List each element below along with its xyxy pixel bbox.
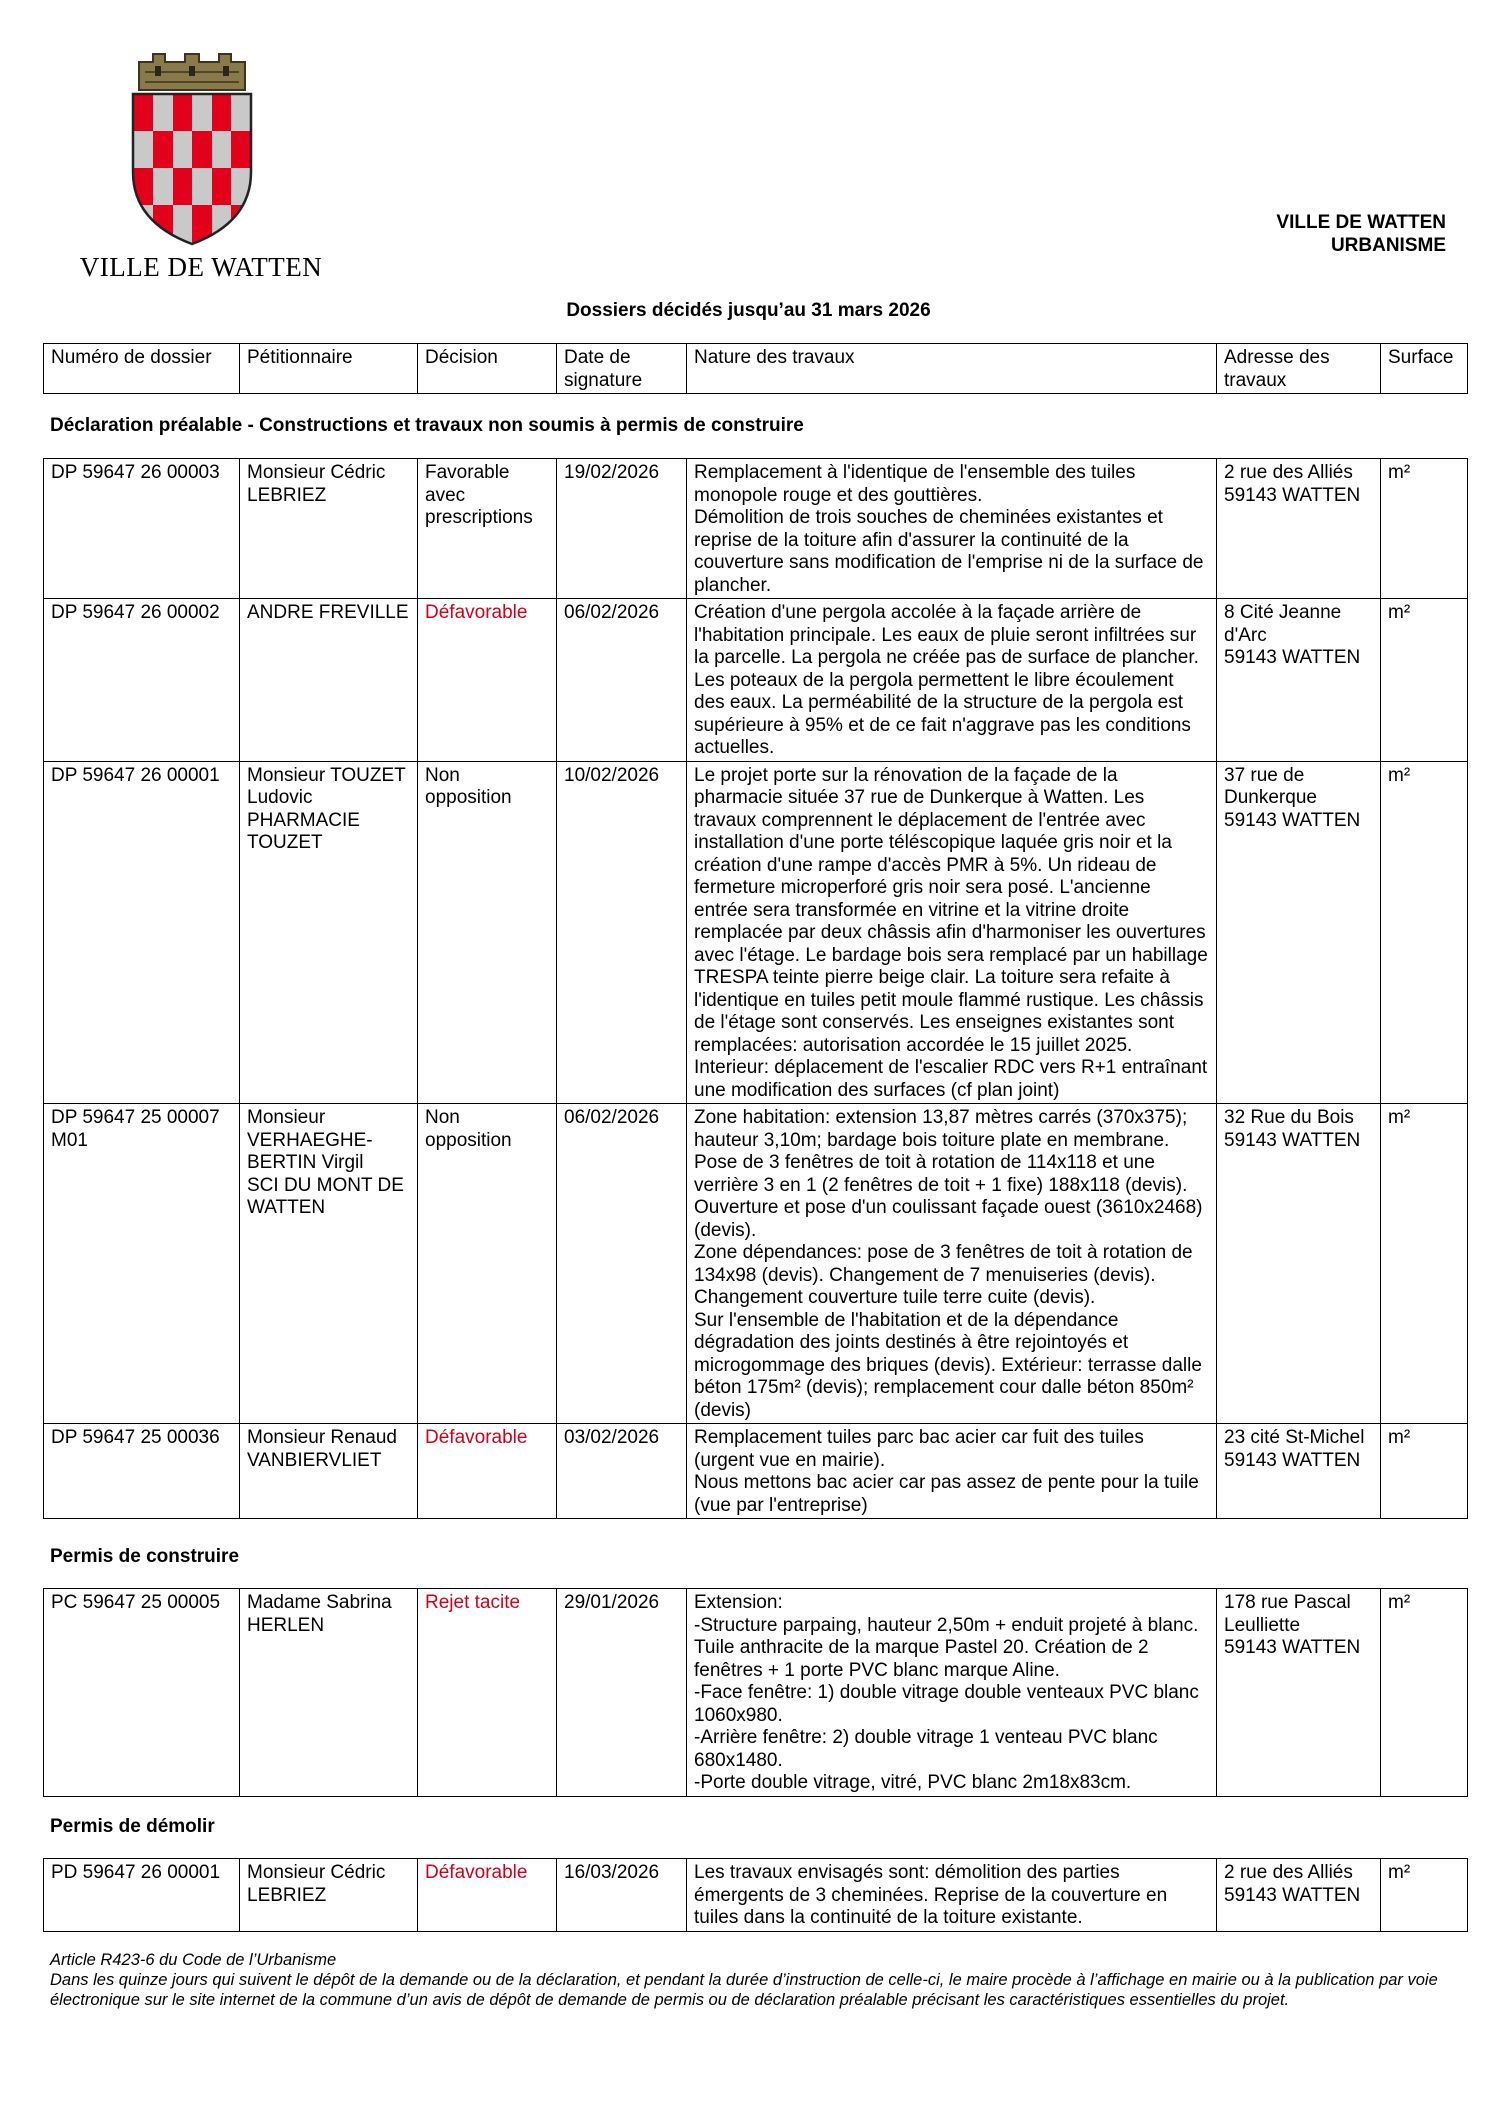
cell-numero: PC 59647 25 00005 — [44, 1589, 240, 1797]
logo-caption: VILLE DE WATTEN — [79, 252, 323, 282]
cell-surface: m² — [1381, 599, 1468, 762]
legal-footer — [50, 1950, 1450, 2010]
cell-decision: Défavorable — [418, 599, 557, 762]
cell-date: 03/02/2026 — [557, 1424, 687, 1519]
section-title-dp: Déclaration préalable - Constructions et travaux non soumis à permis de construire — [50, 415, 804, 436]
cell-decision: Défavorable — [418, 1859, 557, 1932]
cell-date: 29/01/2026 — [557, 1589, 687, 1797]
section-table-pd — [43, 1858, 1468, 1932]
cell-date: 16/03/2026 — [557, 1859, 687, 1932]
cell-decision: Défavorable — [418, 1424, 557, 1519]
cell-decision: Favorable avec prescriptions — [418, 459, 557, 599]
cell-adresse: 23 cité St-Michel 59143 WATTEN — [1217, 1424, 1381, 1519]
table-row — [44, 1424, 1468, 1519]
table-row — [44, 761, 1468, 1104]
cell-numero: DP 59647 26 00003 — [44, 459, 240, 599]
cell-numero: DP 59647 26 00001 — [44, 761, 240, 1104]
org-name: VILLE DE WATTEN — [1276, 212, 1446, 233]
col-header-decision: Décision — [418, 344, 557, 394]
col-header-nature: Nature des travaux — [687, 344, 1217, 394]
cell-numero: DP 59647 25 00007 M01 — [44, 1104, 240, 1424]
cell-nature: Remplacement à l'identique de l'ensemble des tuiles monopole rouge et des gouttières. Démolition de trois souches de cheminées existantes et reprise de la toiture afin d'assurer la continuité de la couverture sans modification de l'emprise ni de la surface de plancher. — [687, 459, 1217, 599]
cell-nature: Zone habitation: extension 13,87 mètres carrés (370x375); hauteur 3,10m; bardage bois toiture plate en membrane. Pose de 3 fenêtres de toit à rotation de 114x118 et une verrière 3 en 1 (2 fenêtres de toit + 1 fixe) 188x118 (devis). Ouverture et pose d'un coulissant façade ouest (3610x2468) (devis). Zone dépendances: pose de 3 fenêtres de toit à rotation de 134x98 (devis). Changement de 7 menuiseries (devis). Changement couverture tuile terre cuite (devis). Sur l'ensemble de l'habitation et de la dépendance dégradation des joints destinés à être rejointoyés et microgommage des briques (devis). Extérieur: terrasse dalle béton 175m² (devis); remplacement cour dalle béton 850m² (devis) — [687, 1104, 1217, 1424]
section-title-pd: Permis de démolir — [50, 1816, 215, 1837]
header-row — [44, 344, 1468, 394]
cell-numero: DP 59647 25 00036 — [44, 1424, 240, 1519]
cell-date: 06/02/2026 — [557, 1104, 687, 1424]
cell-surface: m² — [1381, 761, 1468, 1104]
column-header-table — [43, 343, 1468, 394]
cell-petitionnaire: Madame Sabrina HERLEN — [240, 1589, 418, 1797]
table-row — [44, 1104, 1468, 1424]
header-block — [1276, 211, 1446, 257]
cell-nature: Le projet porte sur la rénovation de la façade de la pharmacie située 37 rue de Dunkerque à Watten. Les travaux comprennent le déplacement de l'entrée avec installation d'une porte téléscopique laquée gris noir et la création d'une rampe d'accès PMR à 5%. Un rideau de fermeture microperforé gris noir sera posé. L'ancienne entrée sera transformée en vitrine et la vitrine droite remplacée par deux châssis afin d'harmoniser les ouvertures avec l'étage. Le bardage bois sera remplacé par un habillage TRESPA teinte pierre beige clair. La toiture sera refaite à l'identique en tuiles petit moule flammé rustique. Les châssis de l'étage sont conservés. Les enseignes existantes sont remplacées: autorisation accordée le 15 juillet 2025. Interieur: déplacement de l'escalier RDC vers R+1 entraînant une modification des surfaces (cf plan joint) — [687, 761, 1217, 1104]
cell-decision: Non opposition — [418, 761, 557, 1104]
cell-adresse: 32 Rue du Bois 59143 WATTEN — [1217, 1104, 1381, 1424]
col-header-petitionnaire: Pétitionnaire — [240, 344, 418, 394]
cell-surface: m² — [1381, 1104, 1468, 1424]
cell-decision: Non opposition — [418, 1104, 557, 1424]
col-header-surface: Surface — [1381, 344, 1468, 394]
cell-nature: Les travaux envisagés sont: démolition des parties émergents de 3 cheminées. Reprise de la couverture en tuiles dans la continuité de la toiture existante. — [687, 1859, 1217, 1932]
col-header-adresse: Adresse des travaux — [1217, 344, 1381, 394]
cell-petitionnaire: Monsieur Cédric LEBRIEZ — [240, 459, 418, 599]
cell-surface: m² — [1381, 1424, 1468, 1519]
cell-date: 19/02/2026 — [557, 459, 687, 599]
section-table-pc — [43, 1588, 1468, 1797]
footer-text: Dans les quinze jours qui suivent le dépôt de la demande ou de la déclaration, et pendant la durée d’instruction de celle-ci, le maire procède à l’affichage en mairie ou à la publication par voie électronique sur le site internet de la commune d’un avis de dépôt de demande de permis ou de déclaration préalable précisant les caractéristiques essentielles du projet. — [50, 1971, 1438, 2009]
cell-petitionnaire: Monsieur Renaud VANBIERVLIET — [240, 1424, 418, 1519]
cell-petitionnaire: ANDRE FREVILLE — [240, 599, 418, 762]
cell-nature: Remplacement tuiles parc bac acier car fuit des tuiles (urgent vue en mairie). Nous mettons bac acier car pas assez de pente pour la tuile (vue par l'entreprise) — [687, 1424, 1217, 1519]
cell-date: 10/02/2026 — [557, 761, 687, 1104]
cell-adresse: 2 rue des Alliés 59143 WATTEN — [1217, 459, 1381, 599]
document-title: Dossiers décidés jusqu’au 31 mars 2026 — [566, 300, 931, 321]
col-header-numero: Numéro de dossier — [44, 344, 240, 394]
footer-article: Article R423-6 du Code de l’Urbanisme — [50, 1951, 337, 1969]
table-row — [44, 599, 1468, 762]
section-title-pc: Permis de construire — [50, 1546, 240, 1567]
department-name: URBANISME — [1330, 235, 1446, 256]
section-table-dp — [43, 458, 1468, 1519]
cell-nature: Création d'une pergola accolée à la façade arrière de l'habitation principale. Les eaux de pluie seront infiltrées sur la parcelle. La pergola ne créée pas de surface de plancher. Les poteaux de la pergola permettent le libre écoulement des eaux. La perméabilité de la structure de la pergola est supérieure à 95% et de ce fait n'aggrave pas les conditions actuelles. — [687, 599, 1217, 762]
cell-numero: DP 59647 26 00002 — [44, 599, 240, 762]
city-logo — [70, 52, 323, 284]
cell-petitionnaire: Monsieur VERHAEGHE-BERTIN Virgil SCI DU MONT DE WATTEN — [240, 1104, 418, 1424]
coat-of-arms-icon — [125, 52, 259, 248]
cell-adresse: 2 rue des Alliés 59143 WATTEN — [1217, 1859, 1381, 1932]
cell-adresse: 178 rue Pascal Leulliette 59143 WATTEN — [1217, 1589, 1381, 1797]
cell-surface: m² — [1381, 459, 1468, 599]
cell-numero: PD 59647 26 00001 — [44, 1859, 240, 1932]
table-row — [44, 1859, 1468, 1932]
col-header-date: Date de signature — [557, 344, 687, 394]
cell-date: 06/02/2026 — [557, 599, 687, 762]
cell-petitionnaire: Monsieur Cédric LEBRIEZ — [240, 1859, 418, 1932]
cell-adresse: 37 rue de Dunkerque 59143 WATTEN — [1217, 761, 1381, 1104]
cell-surface: m² — [1381, 1589, 1468, 1797]
cell-nature: Extension: -Structure parpaing, hauteur 2,50m + enduit projeté à blanc. Tuile anthracite de la marque Pastel 20. Création de 2 fenêtres + 1 porte PVC blanc marque Aline. -Face fenêtre: 1) double vitrage double venteaux PVC blanc 1060x980. -Arrière fenêtre: 2) double vitrage 1 venteau PVC blanc 680x1480. -Porte double vitrage, vitré, PVC blanc 2m18x83cm. — [687, 1589, 1217, 1797]
table-row — [44, 1589, 1468, 1797]
cell-surface: m² — [1381, 1859, 1468, 1932]
cell-decision: Rejet tacite — [418, 1589, 557, 1797]
table-row — [44, 459, 1468, 599]
cell-adresse: 8 Cité Jeanne d'Arc 59143 WATTEN — [1217, 599, 1381, 762]
cell-petitionnaire: Monsieur TOUZET Ludovic PHARMACIE TOUZET — [240, 761, 418, 1104]
